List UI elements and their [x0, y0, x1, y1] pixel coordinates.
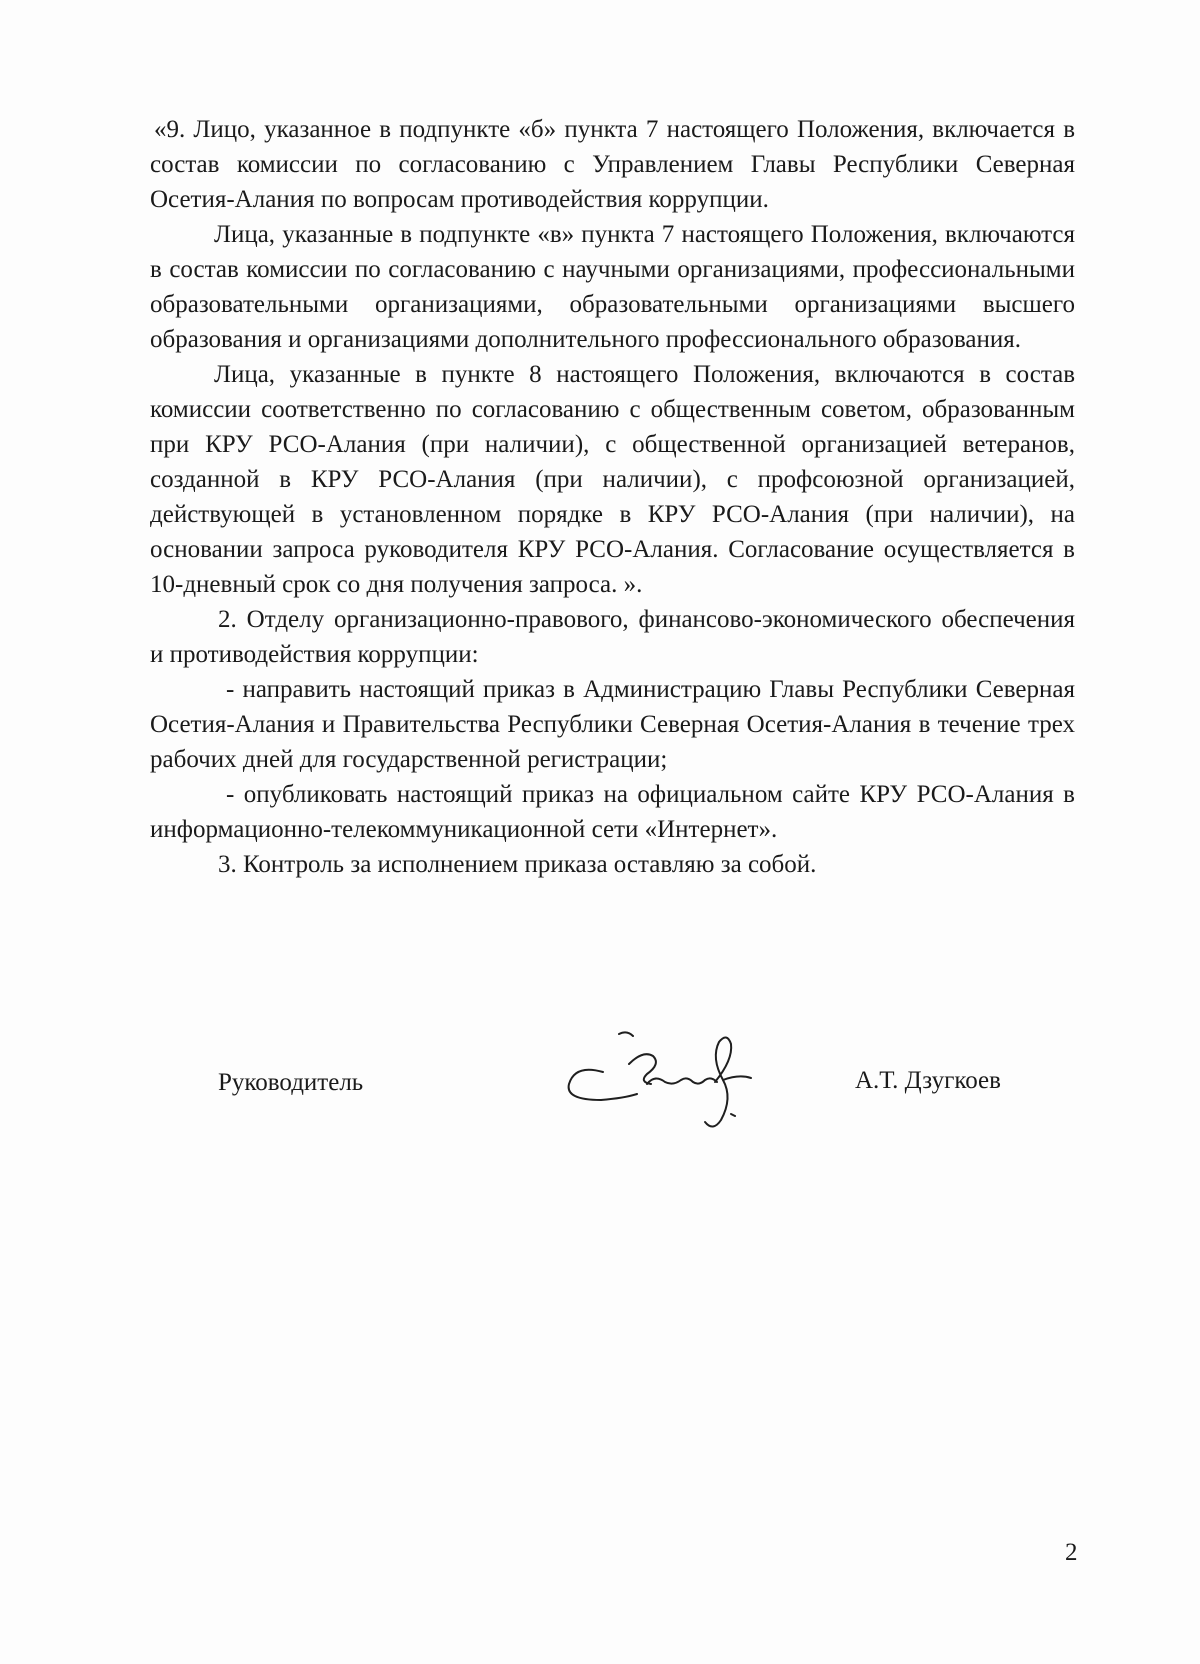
paragraph-dash-send: - направить настоящий приказ в Администрацию Главы Республики Северная Осетия-Алания и Правительства Республики Северная Осетия-Алания в течение трех рабочих дней для государственной регистрации;: [150, 676, 1075, 773]
paragraph-item-3: 3. Контроль за исполнением приказа оставляю за собой.: [218, 851, 817, 878]
paragraph-9: «9. Лицо, указанное в подпункте «б» пункта 7 настоящего Положения, включается в состав комиссии по согласованию с Управлением Главы Республики Северная Осетия-Алания по вопросам противодействия коррупции.: [150, 116, 1075, 213]
signatory-name: А.Т. Дзугкоев: [855, 1067, 1001, 1094]
signature-role: Руководитель: [218, 1069, 364, 1096]
page-number: 2: [1065, 1539, 1078, 1566]
paragraph-item-2: 2. Отделу организационно-правового, финансово-экономического обеспечения и противодействия коррупции:: [150, 606, 1075, 668]
paragraph-commission-public: Лица, указанные в пункте 8 настоящего Положения, включаются в состав комиссии соответственно по согласованию с общественным советом, образованным при КРУ РСО-Алания (при наличии), с общественной организацией ветеранов, созданной в КРУ РСО-Алания (при наличии), с профсоюзной организацией, действующей в установленном порядке в КРУ РСО-Алания (при наличии), на основании запроса руководителя КРУ РСО-Алания. Согласование осуществляется в 10-дневный срок со дня получения запроса. ».: [150, 361, 1075, 598]
paragraph-commission-scientific: Лица, указанные в подпункте «в» пункта 7 настоящего Положения, включаются в состав комиссии по согласованию с научными организациями, профессиональными образовательными организациями, образовательными организациями высшего образования и организациями дополнительного профессионального образования.: [150, 221, 1075, 353]
handwritten-signature: [555, 1030, 785, 1135]
paragraph-dash-publish: - опубликовать настоящий приказ на официальном сайте КРУ РСО-Алания в информационно-телекоммуникационной сети «Интернет».: [150, 781, 1075, 843]
document-body: [150, 112, 1075, 882]
